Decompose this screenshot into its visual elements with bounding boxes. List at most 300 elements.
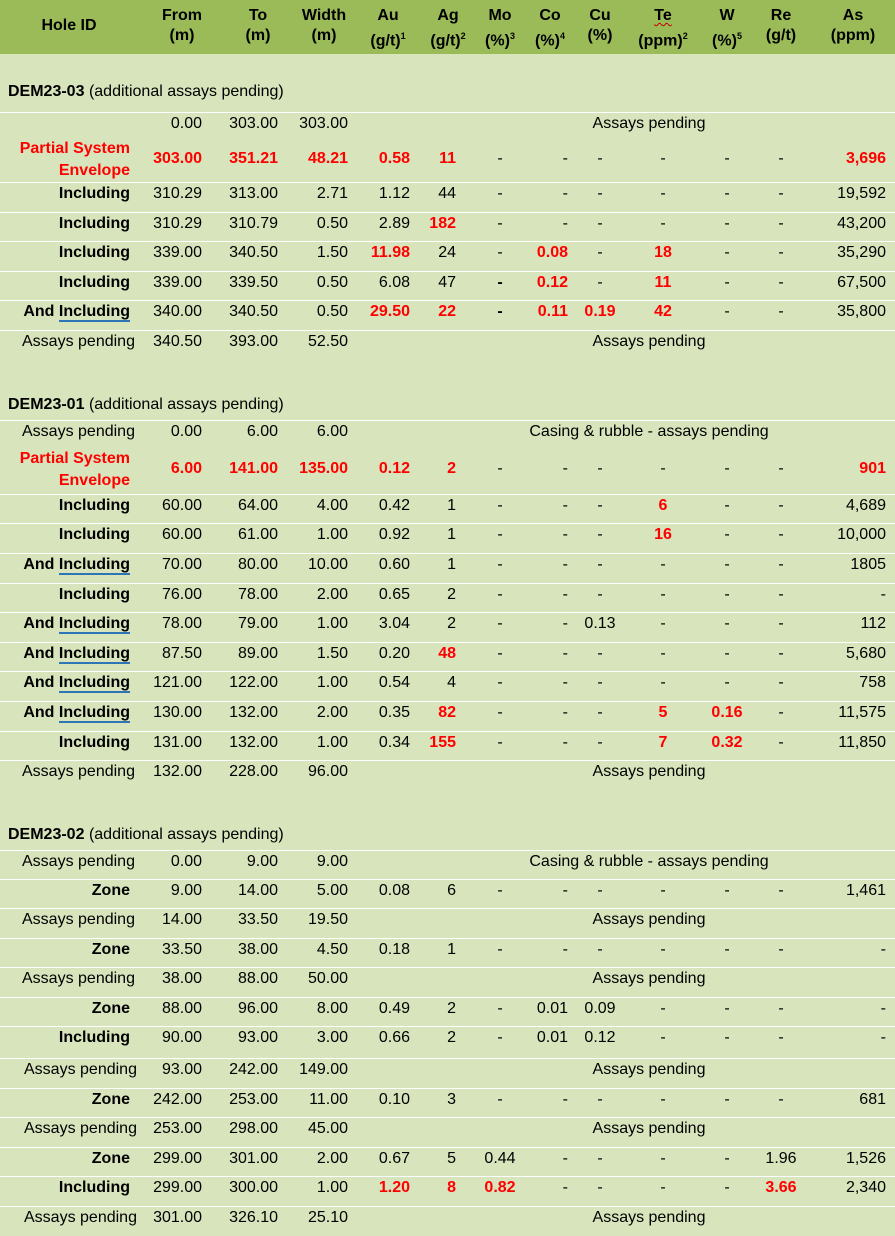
header-ag-unit: (g/t) (430, 32, 461, 50)
cell-au: 0.18 (378, 941, 410, 958)
header-w-name: W (719, 7, 735, 24)
cell-ag: 82 (438, 704, 456, 721)
table-row (0, 1026, 895, 1056)
cell-te: 7 (658, 734, 668, 751)
cell-width: 50.00 (307, 970, 348, 987)
cell-ag: 8 (447, 1179, 456, 1196)
cell-width: 135.00 (299, 460, 348, 477)
cell-au: 1.20 (378, 1179, 410, 1196)
cell-label: And Including (23, 303, 130, 320)
cell-to: 132.00 (229, 734, 278, 751)
cell-te: - (660, 674, 666, 691)
cell-label: And Including (23, 674, 130, 691)
cell-to: 310.79 (229, 215, 278, 232)
cell-from: 339.00 (153, 244, 202, 261)
cell-co: - (562, 882, 568, 899)
table-row (0, 879, 895, 909)
cell-width: 96.00 (307, 763, 348, 780)
table-row (0, 1058, 895, 1088)
cell-mo: - (497, 882, 503, 899)
cell-mo: - (497, 704, 503, 721)
cell-te: - (660, 1150, 666, 1167)
cell-as: 758 (859, 674, 886, 691)
cell-te: 5 (658, 704, 668, 721)
cell-w: - (724, 941, 730, 958)
cell-ag: 3 (447, 1091, 456, 1108)
cell-te: - (660, 1029, 666, 1046)
cell-w: - (724, 497, 730, 514)
status-note: Assays pending (592, 970, 706, 987)
cell-width: 303.00 (299, 115, 348, 132)
cell-to: 9.00 (246, 853, 278, 870)
cell-from: 93.00 (161, 1061, 202, 1078)
hole-id: DEM23-01 (8, 396, 85, 413)
cell-to: 88.00 (237, 970, 278, 987)
cell-label: Assays pending (22, 423, 135, 440)
cell-width: 1.00 (316, 526, 348, 543)
cell-re: - (778, 185, 784, 202)
cell-te: - (660, 1000, 666, 1017)
cell-ag: 2 (447, 586, 456, 603)
cell-as: - (880, 1000, 886, 1017)
cell-ag: 182 (429, 215, 456, 232)
cell-cu: 0.09 (584, 1000, 616, 1017)
header-width (292, 6, 356, 46)
cell-label: Including (58, 244, 130, 261)
cell-from: 253.00 (153, 1120, 202, 1137)
cell-ag: 155 (429, 734, 456, 751)
cell-au: 0.12 (378, 460, 410, 477)
header-au-unit: (g/t) (370, 32, 401, 50)
cell-label: Including (58, 274, 130, 291)
table-row (0, 1176, 895, 1206)
cell-re: - (778, 244, 784, 261)
cell-cu: - (597, 460, 603, 477)
cell-co: - (562, 526, 568, 543)
table-row (0, 182, 895, 212)
cell-from: 299.00 (153, 1150, 202, 1167)
header-mo (478, 6, 522, 51)
cell-mo: - (497, 274, 503, 291)
cell-as: 35,800 (837, 303, 886, 320)
cell-to: 351.21 (229, 150, 278, 167)
cell-ag: 1 (447, 497, 456, 514)
cell-re: - (778, 497, 784, 514)
cell-mo: - (497, 734, 503, 751)
cell-as: 19,592 (837, 185, 886, 202)
cell-w: - (724, 586, 730, 603)
cell-cu: - (597, 674, 603, 691)
cell-as: 1805 (850, 556, 886, 573)
table-row (0, 450, 895, 492)
cell-mo: - (497, 303, 503, 320)
header-from (150, 6, 214, 46)
cell-from: 340.50 (153, 333, 202, 350)
cell-width: 9.00 (316, 853, 348, 870)
header-au-footnote: 1 (400, 31, 406, 41)
section-title (8, 826, 284, 844)
cell-to: 122.00 (229, 674, 278, 691)
cell-to: 253.00 (229, 1091, 278, 1108)
table-row (0, 1088, 895, 1118)
cell-cu: - (597, 645, 603, 662)
cell-co: - (562, 460, 568, 477)
header-width-name: Width (301, 7, 347, 24)
cell-co: 0.08 (536, 244, 568, 261)
cell-as: 1,526 (845, 1150, 886, 1167)
table-row (0, 241, 895, 271)
cell-cu: - (597, 497, 603, 514)
hole-id: DEM23-02 (8, 826, 85, 843)
cell-to: 141.00 (229, 460, 278, 477)
cell-w: - (724, 274, 730, 291)
cell-from: 310.29 (153, 185, 202, 202)
status-note: Assays pending (592, 911, 706, 928)
header-w (702, 6, 752, 51)
header-to (226, 6, 290, 46)
cell-w: - (724, 244, 730, 261)
cell-width: 11.00 (309, 1091, 348, 1108)
cell-au: 0.66 (378, 1029, 410, 1046)
cell-to: 340.50 (229, 303, 278, 320)
cell-w: 0.32 (711, 734, 743, 751)
cell-w: - (724, 460, 730, 477)
cell-as: 2,340 (845, 1179, 886, 1196)
cell-te: - (660, 556, 666, 573)
header-cu-unit: (%) (587, 27, 613, 44)
cell-width: 2.00 (316, 704, 348, 721)
table-row (0, 908, 895, 938)
cell-w: - (724, 556, 730, 573)
cell-from: 340.00 (153, 303, 202, 320)
cell-ag: 11 (439, 150, 456, 167)
cell-mo: - (497, 674, 503, 691)
cell-re: - (778, 674, 784, 691)
table-row (0, 523, 895, 553)
cell-label: Including (58, 185, 130, 202)
header-as (820, 6, 886, 46)
table-row (0, 300, 895, 330)
header-ag (418, 6, 478, 51)
cell-re: - (778, 586, 784, 603)
cell-co: - (562, 1150, 568, 1167)
cell-to: 300.00 (229, 1179, 278, 1196)
cell-te: 11 (654, 274, 672, 291)
cell-mo: - (497, 1029, 503, 1046)
cell-as: - (880, 586, 886, 603)
table-row (0, 671, 895, 701)
cell-from: 60.00 (161, 526, 202, 543)
cell-to: 93.00 (237, 1029, 278, 1046)
cell-width: 48.21 (307, 150, 348, 167)
section-note: (additional assays pending) (88, 83, 284, 100)
cell-co: 0.01 (536, 1029, 568, 1046)
section-note: (additional assays pending) (88, 826, 284, 843)
cell-w: - (724, 1000, 730, 1017)
cell-cu: 0.13 (584, 615, 616, 632)
cell-cu: 0.19 (584, 303, 616, 320)
cell-w: - (724, 882, 730, 899)
cell-as: 4,689 (845, 497, 886, 514)
cell-label: Including (58, 497, 130, 514)
cell-co: - (562, 556, 568, 573)
cell-co: - (562, 645, 568, 662)
cell-ag: 5 (447, 1150, 456, 1167)
cell-from: 0.00 (170, 115, 202, 132)
status-note: Assays pending (592, 1061, 706, 1078)
table-row (0, 112, 895, 142)
cell-co: - (562, 704, 568, 721)
cell-from: 301.00 (153, 1209, 202, 1226)
header-ag-name: Ag (437, 7, 459, 24)
cell-from: 14.00 (161, 911, 202, 928)
cell-re: - (778, 734, 784, 751)
cell-te: - (660, 645, 666, 662)
table-row (0, 642, 895, 672)
cell-from: 131.00 (153, 734, 202, 751)
cell-from: 132.00 (153, 763, 202, 780)
cell-au: 0.54 (378, 674, 410, 691)
cell-from: 76.00 (161, 586, 202, 603)
cell-from: 33.50 (161, 941, 202, 958)
cell-label: Partial System Envelope (19, 450, 130, 489)
table-row (0, 701, 895, 731)
cell-as: 3,696 (845, 150, 886, 167)
section-title (8, 83, 284, 101)
cell-width: 149.00 (299, 1061, 348, 1078)
cell-re: - (778, 882, 784, 899)
cell-w: - (724, 1179, 730, 1196)
cell-mo: - (497, 645, 503, 662)
cell-width: 4.00 (316, 497, 348, 514)
cell-from: 38.00 (161, 970, 202, 987)
cell-au: 2.89 (378, 215, 410, 232)
cell-co: - (562, 586, 568, 603)
header-au-name: Au (377, 7, 399, 24)
cell-as: 43,200 (837, 215, 886, 232)
header-mo-name: Mo (488, 7, 512, 24)
cell-au: 0.49 (378, 1000, 410, 1017)
header-au (358, 6, 418, 51)
cell-ag: 44 (438, 185, 456, 202)
header-width-unit: (m) (311, 27, 337, 44)
cell-co: 0.01 (536, 1000, 568, 1017)
cell-width: 25.10 (307, 1209, 348, 1226)
cell-co: - (562, 941, 568, 958)
table-header (0, 0, 895, 54)
cell-from: 70.00 (161, 556, 202, 573)
cell-width: 1.00 (316, 674, 348, 691)
cell-from: 310.29 (153, 215, 202, 232)
header-co-footnote: 4 (559, 31, 565, 41)
cell-mo: - (497, 526, 503, 543)
cell-mo: 0.44 (484, 1150, 516, 1167)
cell-label: Including (58, 1179, 130, 1196)
cell-as: 11,850 (838, 734, 886, 751)
status-note: Assays pending (592, 1209, 706, 1226)
cell-ag: 2 (447, 615, 456, 632)
cell-to: 228.00 (229, 763, 278, 780)
cell-width: 2.00 (316, 586, 348, 603)
cell-te: - (660, 215, 666, 232)
table-row (0, 553, 895, 583)
cell-label: Assays pending (22, 333, 135, 350)
cell-label: Zone (91, 1000, 130, 1017)
cell-ag: 1 (447, 526, 456, 543)
cell-to: 78.00 (237, 586, 278, 603)
cell-label: Assays pending (22, 970, 135, 987)
header-hole-id (14, 16, 124, 36)
cell-label: Including (58, 526, 130, 543)
cell-mo: - (497, 185, 503, 202)
cell-w: 0.16 (711, 704, 743, 721)
cell-te: - (660, 615, 666, 632)
cell-to: 64.00 (237, 497, 278, 514)
table-row (0, 731, 895, 761)
cell-width: 0.50 (316, 274, 348, 291)
cell-to: 80.00 (237, 556, 278, 573)
cell-as: 1,461 (845, 882, 886, 899)
cell-from: 130.00 (153, 704, 202, 721)
cell-te: 16 (654, 526, 672, 543)
cell-w: - (724, 303, 730, 320)
cell-as: 5,680 (845, 645, 886, 662)
cell-to: 340.50 (229, 244, 278, 261)
cell-width: 52.50 (307, 333, 348, 350)
cell-co: - (562, 150, 568, 167)
cell-re: - (778, 556, 784, 573)
cell-mo: - (497, 615, 503, 632)
cell-width: 1.00 (316, 1179, 348, 1196)
cell-to: 326.10 (229, 1209, 278, 1226)
cell-te: - (660, 882, 666, 899)
cell-re: - (778, 150, 784, 167)
cell-ag: 2 (447, 1029, 456, 1046)
cell-from: 6.00 (170, 460, 202, 477)
cell-au: 0.10 (378, 1091, 410, 1108)
cell-w: - (724, 615, 730, 632)
cell-au: 0.65 (378, 586, 410, 603)
cell-width: 5.00 (316, 882, 348, 899)
cell-cu: - (597, 244, 603, 261)
header-te-unit: (ppm) (638, 32, 683, 50)
cell-width: 0.50 (316, 215, 348, 232)
header-from-unit: (m) (169, 27, 195, 44)
cell-from: 78.00 (161, 615, 202, 632)
cell-from: 88.00 (161, 1000, 202, 1017)
cell-mo: - (497, 1091, 503, 1108)
cell-label: And Including (23, 615, 130, 632)
header-ag-footnote: 2 (460, 31, 466, 41)
cell-label: Including (58, 215, 130, 232)
cell-to: 89.00 (237, 645, 278, 662)
hole-id: DEM23-03 (8, 83, 85, 100)
header-as-name: As (842, 7, 864, 24)
header-mo-footnote: 3 (509, 31, 515, 41)
header-to-name: To (248, 7, 268, 24)
header-re (756, 6, 806, 46)
cell-cu: - (597, 704, 603, 721)
table-row (0, 212, 895, 242)
header-co-name: Co (539, 7, 561, 24)
cell-w: - (724, 1091, 730, 1108)
cell-to: 61.00 (237, 526, 278, 543)
cell-te: 6 (658, 497, 668, 514)
cell-to: 339.50 (229, 274, 278, 291)
cell-to: 79.00 (237, 615, 278, 632)
cell-ag: 4 (447, 674, 456, 691)
cell-ag: 1 (447, 941, 456, 958)
header-cu (578, 6, 622, 46)
cell-co: - (562, 185, 568, 202)
cell-to: 303.00 (229, 115, 278, 132)
cell-te: - (660, 1091, 666, 1108)
header-hole-id-text: Hole ID (41, 17, 97, 34)
cell-label: Zone (91, 1150, 130, 1167)
cell-cu: - (597, 150, 603, 167)
cell-w: - (724, 674, 730, 691)
cell-au: 0.67 (378, 1150, 410, 1167)
cell-width: 1.00 (316, 615, 348, 632)
cell-au: 0.34 (378, 734, 410, 751)
cell-label: And Including (23, 704, 130, 721)
cell-width: 2.00 (316, 1150, 348, 1167)
cell-co: 0.12 (536, 274, 568, 291)
cell-re: - (778, 215, 784, 232)
cell-au: 6.08 (378, 274, 410, 291)
status-note: Assays pending (592, 1120, 706, 1137)
cell-width: 19.50 (307, 911, 348, 928)
cell-label: Assays pending (22, 763, 135, 780)
cell-au: 29.50 (369, 303, 410, 320)
cell-au: 0.08 (378, 882, 410, 899)
header-cu-name: Cu (589, 7, 611, 24)
cell-mo: - (497, 244, 503, 261)
cell-au: 3.04 (378, 615, 410, 632)
table-row (0, 271, 895, 301)
cell-ag: 47 (438, 274, 456, 291)
cell-te: - (660, 185, 666, 202)
cell-w: - (724, 1029, 730, 1046)
cell-re: - (778, 274, 784, 291)
cell-width: 8.00 (316, 1000, 348, 1017)
status-note: Assays pending (592, 763, 706, 780)
header-w-unit: (%) (712, 32, 737, 50)
table-row (0, 420, 895, 450)
cell-to: 38.00 (237, 941, 278, 958)
table-row (0, 967, 895, 997)
cell-ag: 2 (447, 1000, 456, 1017)
cell-cu: - (597, 526, 603, 543)
cell-as: 10,000 (837, 526, 886, 543)
cell-to: 313.00 (229, 185, 278, 202)
cell-width: 1.50 (316, 645, 348, 662)
table-row (0, 330, 895, 360)
cell-to: 33.50 (237, 911, 278, 928)
table-row (0, 997, 895, 1027)
cell-ag: 22 (438, 303, 456, 320)
cell-ag: 24 (438, 244, 456, 261)
cell-from: 121.00 (153, 674, 202, 691)
cell-to: 14.00 (237, 882, 278, 899)
header-co-unit: (%) (535, 32, 560, 50)
cell-cu: - (597, 556, 603, 573)
cell-from: 242.00 (153, 1091, 202, 1108)
header-re-unit: (g/t) (765, 27, 797, 44)
header-to-unit: (m) (245, 27, 271, 44)
cell-as: - (880, 941, 886, 958)
cell-from: 339.00 (153, 274, 202, 291)
